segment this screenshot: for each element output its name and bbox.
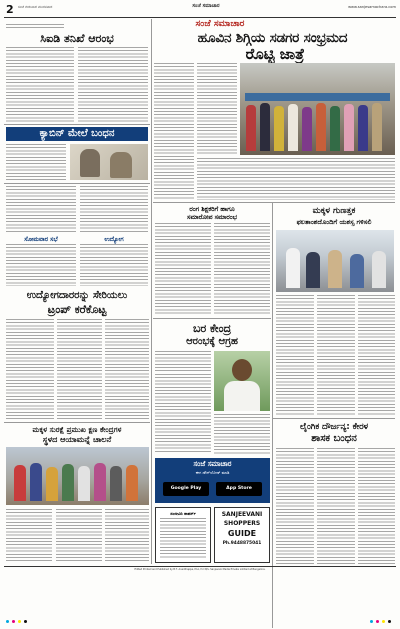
center-mid-headline: ರಂಗ ಶಿಕ್ಷಕರಿಗೆ ಹಾಗೂ (189, 205, 235, 213)
divider (153, 202, 395, 203)
header-left-meta: ಸಂಜೆ ಗುರುವಾರ ಮಂಗಳವಾರ (18, 5, 53, 9)
shoppers-phone: Ph.9448875041 (222, 541, 262, 546)
center-lead-text-c (214, 414, 270, 454)
app-store-badge[interactable] (216, 482, 262, 496)
bottom-left-photo (6, 447, 149, 505)
shoppers-ad-text (160, 518, 206, 558)
header-right-meta: www.sanjesamachara.com (348, 5, 396, 9)
right-big-headline-1: ಲೈಂಗಿಕ ದೌರ್ಜನ್ಯ: ಕೇರಳ (299, 421, 369, 431)
left-big-headline-1: ಉದ್ಯೋಗದಾರರನ್ನು ಸೇರಿಯಲು (26, 290, 128, 301)
center-lead-text-b (155, 374, 211, 454)
black-dot (388, 620, 391, 623)
bottom-left-text-b (56, 509, 102, 563)
right-mid-text-c (358, 295, 395, 415)
left-mid-text-a (6, 186, 76, 234)
left-mid-headline-b: ಉದ್ಯೋಗ (104, 236, 124, 243)
bottom-left-text-c (105, 509, 149, 563)
app-ad-brand: ಸಂಜೆ ಸಮಾಚಾರ (193, 460, 232, 468)
left-mid-text-d (80, 244, 148, 286)
right-mid-text-b (317, 295, 355, 415)
app-ad-tag: ಈಗ ಡೌನ್‌ಲೋಡ್ ಮಾಡಿ (195, 470, 230, 475)
left-big-headline-2: ಟ್ರಂಪ್ ಕರೆಕೊಟ್ಟ (47, 303, 107, 316)
center-mid-text-a (155, 223, 211, 315)
column-rule-2 (272, 203, 273, 628)
divider (153, 318, 271, 319)
divider (4, 422, 150, 423)
shoppers-line-2: SANJEEVANI (221, 511, 263, 518)
top-lead-photo (240, 63, 395, 155)
magenta-dot (12, 620, 15, 623)
column-rule-1 (151, 19, 152, 564)
center-lead-headline-1: ಬರ ಕೇಂದ್ರ (192, 322, 232, 335)
section-logo: ಸಂಜೆ ಸಮಾಚಾರ (195, 19, 245, 29)
left-mid-text-c (6, 244, 76, 286)
left-big-text-c (105, 319, 149, 419)
center-lead-portrait (214, 351, 270, 411)
shoppers-line-3: SHOPPERS (223, 520, 261, 527)
bottom-left-text-a (6, 509, 52, 563)
google-play-label: Google Play (170, 486, 202, 491)
right-mid-headline-2: ಫಲತಾಂಶದೊಂದಿಗೆ ಯಶಸ್ಸ ಗಳಿಸಲಿ (296, 218, 372, 226)
right-mid-headline-1: ಮಕ್ಕಳ ಗುಣತ್ತಕ (312, 206, 356, 216)
header-center-meta: ಸಂಜೆ ಸಮಾಚಾರ (192, 3, 220, 9)
shoppers-guide-ad (214, 507, 270, 563)
middle-text-a (154, 63, 194, 199)
top-lead-text-below (197, 158, 395, 200)
yellow-dot (18, 620, 21, 623)
left-box-text-a (6, 144, 66, 180)
left-kicker (6, 24, 64, 30)
bottom-left-headline-2: ಸ್ಥಳದ ಆಯಾಮನ್ನೆ ಚಾಲನೆ (42, 435, 112, 444)
top-lead-headline-2: ರೊಟ್ಟಿ ಜಾತ್ರೆ (245, 45, 305, 63)
right-mid-text-a (276, 295, 314, 415)
right-big-text-a (276, 448, 314, 564)
right-big-headline-2: ಶಾಸಕ ಬಂಧನ (311, 433, 357, 444)
header-rule (4, 17, 396, 18)
page-number: 2 (6, 3, 14, 16)
center-mid-headline-2: ಸಮಾರೋಪ ಸಮಾರಂಭ (187, 213, 237, 221)
divider (4, 183, 150, 184)
divider (273, 418, 395, 419)
center-lead-text-a (155, 351, 211, 371)
shoppers-guide-ad-left (155, 507, 211, 563)
left-box-headline: ಕ್ಯಾಬಿನ್ ಮೇಲೆ ಬಂಧನ (39, 128, 115, 139)
bottom-left-headline-1: ಮಕ್ಕಳ ಸುರಕ್ಷೆ ಪ್ರಮುಖ ಕ್ಷಣ ಕೇಂದ್ರಗಳ (32, 425, 122, 434)
left-box-photo (70, 144, 148, 180)
right-mid-photo (276, 230, 394, 292)
google-play-badge[interactable] (163, 482, 209, 496)
app-ad (155, 458, 270, 503)
right-big-text-c (358, 448, 395, 564)
page-header (6, 4, 394, 18)
black-dot (24, 620, 27, 623)
left-col-a (6, 47, 74, 123)
left-big-text-a (6, 319, 54, 419)
center-mid-text-b (214, 223, 270, 315)
cyan-dot (370, 620, 373, 623)
footer-imprint: Edited Printed and Published by B.T. Ananthappa, M.A, for M/s. Sanjevani Media Private Limited at Bangalore. (134, 568, 266, 571)
left-mid-headline-a: ಸೋಮವಾರ ಸಭೆ (24, 236, 58, 243)
footer-rule (4, 566, 396, 567)
left-col-b (78, 47, 148, 123)
top-lead-headline-1: ಹೂವಿನ ಶಿಗ್ಗಿಯ ಸಡಗರ ಸಂಭ್ರಮದ (197, 30, 348, 46)
shoppers-line-1: ಸಂಜೀವಿನಿ ಶಾಪರ್ಸ್ (170, 511, 196, 516)
cyan-dot (6, 620, 9, 623)
left-big-text-b (57, 319, 102, 419)
yellow-dot (382, 620, 385, 623)
right-big-text-b (317, 448, 355, 564)
left-top-headline: ಸಿಐಡಿ ತನಿಖೆ ಆರಂಭ (40, 32, 114, 45)
app-store-label: App Store (226, 486, 252, 491)
magenta-dot (376, 620, 379, 623)
shoppers-line-4: GUIDE (227, 529, 257, 538)
divider (4, 124, 150, 125)
middle-text-b (197, 63, 237, 155)
blue-headline-box (6, 127, 148, 141)
center-lead-headline-2: ಆರಂಭಕ್ಕೆ ಆಗ್ರಹ (186, 336, 238, 347)
left-mid-text-b (80, 186, 148, 234)
